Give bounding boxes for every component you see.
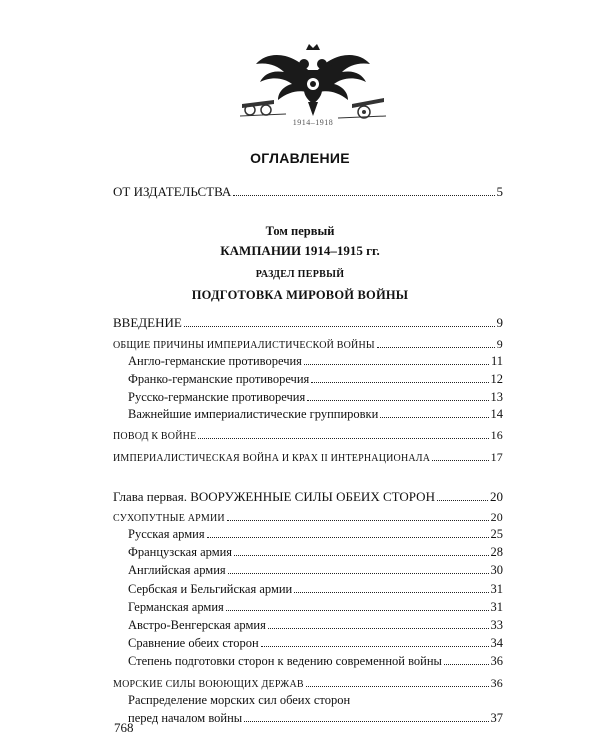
toc-entry-collapse[interactable]	[113, 450, 503, 465]
toc-entry-label: перед началом войны	[128, 711, 243, 725]
toc-entry-label: Степень подготовки сторон к ведению современной войны	[128, 654, 442, 668]
volume-title: КАМПАНИИ 1914–1915 гг.	[220, 243, 380, 258]
leader-dots	[380, 408, 488, 418]
toc-entry-army[interactable]	[128, 600, 503, 615]
toc-entry-page: 34	[490, 636, 503, 650]
toc-entry-page: 31	[490, 600, 503, 614]
leader-dots	[226, 601, 489, 611]
toc-entry-page: 20	[490, 510, 503, 524]
toc-entry-label: Англо-германские противоречия	[128, 354, 302, 368]
toc-entry-page: 28	[490, 545, 503, 559]
toc-entry-label: Германская армия	[128, 600, 224, 614]
toc-entry-page: 20	[490, 489, 503, 504]
volume-number: Том первый	[265, 224, 335, 238]
toc-entry-general-causes[interactable]	[113, 337, 503, 352]
toc-title: ОГЛАВЛЕНИЕ	[250, 150, 350, 166]
toc-entry-label: Глава первая. ВООРУЖЕННЫЕ СИЛЫ ОБЕИХ СТОРОН	[113, 489, 435, 504]
toc-entry-publisher[interactable]	[113, 184, 503, 200]
toc-entry-page: 36	[490, 654, 503, 668]
emblem	[238, 42, 388, 132]
section-title: ПОДГОТОВКА МИРОВОЙ ВОЙНЫ	[191, 288, 409, 302]
leader-dots	[307, 391, 488, 401]
leader-dots	[268, 619, 489, 629]
leader-dots	[233, 185, 494, 196]
toc-entry-label: МОРСКИЕ СИЛЫ ВОЮЮЩИХ ДЕРЖАВ	[113, 679, 304, 690]
leader-dots	[184, 316, 495, 327]
toc-entry-pretext[interactable]	[113, 428, 503, 443]
toc-entry-army[interactable]	[128, 545, 503, 560]
toc-entry-page: 12	[490, 372, 503, 386]
toc-entry-page: 30	[490, 563, 503, 577]
toc-entry-army[interactable]	[128, 563, 503, 578]
toc-entry-naval-forces[interactable]	[113, 676, 503, 691]
toc-entry-page: 5	[496, 184, 503, 199]
toc-entry-label: ПОВОД К ВОЙНЕ	[113, 431, 197, 442]
leader-dots	[306, 679, 489, 688]
toc-entry-label: Франко-германские противоречия	[128, 372, 310, 386]
leader-dots	[234, 546, 488, 556]
toc-entry-label: ИМПЕРИАЛИСТИЧЕСКАЯ ВОЙНА И КРАХ II ИНТЕРНАЦИОНАЛА	[113, 453, 431, 464]
leader-dots	[437, 490, 488, 501]
leader-dots	[198, 431, 488, 440]
toc-entry-cause[interactable]	[128, 407, 503, 422]
leader-dots	[227, 513, 489, 522]
leader-dots	[207, 528, 489, 538]
toc-entry-page: 31	[490, 582, 503, 596]
leader-dots	[261, 637, 489, 647]
toc-entry-page: 37	[490, 711, 503, 725]
toc-entry-cause[interactable]	[128, 372, 503, 387]
toc-entry-army[interactable]	[128, 654, 503, 669]
toc-entry-cause[interactable]	[128, 354, 503, 369]
leader-dots	[432, 453, 488, 462]
page-number: 768	[114, 720, 134, 735]
leader-dots	[244, 712, 488, 722]
toc-entry-army[interactable]	[128, 618, 503, 633]
toc-entry-page: 16	[490, 428, 503, 442]
leader-dots	[311, 373, 488, 383]
leader-dots	[444, 655, 489, 665]
leader-dots	[294, 583, 488, 593]
toc-entry-cause[interactable]	[128, 390, 503, 405]
toc-entry-page: 25	[490, 527, 503, 541]
toc-entry-page: 14	[490, 407, 503, 421]
leader-dots	[377, 340, 495, 349]
toc-entry-naval-distribution[interactable]	[128, 711, 503, 726]
toc-entry-naval-distribution-line1[interactable]: Распределение морских сил обеих сторон	[128, 693, 351, 707]
toc-entry-label: Сербская и Бельгийская армии	[128, 582, 293, 596]
toc-entry-army[interactable]	[128, 582, 503, 597]
toc-entry-label: ВВЕДЕНИЕ	[113, 315, 182, 330]
toc-entry-page: 9	[496, 337, 503, 351]
toc-entry-label: Русская армия	[128, 527, 205, 541]
toc-entry-label: ОТ ИЗДАТЕЛЬСТВА	[113, 184, 232, 199]
toc-entry-label: Важнейшие империалистические группировки	[128, 407, 379, 421]
toc-entry-label: ОБЩИЕ ПРИЧИНЫ ИМПЕРИАЛИСТИЧЕСКОЙ ВОЙНЫ	[113, 340, 375, 351]
toc-entry-label: СУХОПУТНЫЕ АРМИИ	[113, 513, 225, 524]
toc-entry-page: 9	[496, 315, 503, 330]
toc-entry-label: Сравнение обеих сторон	[128, 636, 259, 650]
toc-entry-army[interactable]	[128, 527, 503, 542]
toc-entry-intro[interactable]	[113, 315, 503, 331]
toc-entry-label: Французская армия	[128, 545, 233, 559]
toc-entry-page: 11	[490, 354, 503, 368]
toc-entry-chapter-one[interactable]	[113, 489, 503, 505]
toc-entry-page: 17	[490, 450, 503, 464]
toc-entry-label: Английская армия	[128, 563, 226, 577]
leader-dots	[228, 564, 489, 574]
toc-entry-page: 33	[490, 618, 503, 632]
emblem-year: 1914–1918	[292, 118, 334, 127]
toc-entry-label: Австро-Венгерская армия	[128, 618, 266, 632]
toc-entry-page: 13	[490, 390, 503, 404]
toc-entry-page: 36	[490, 676, 503, 690]
leader-dots	[304, 355, 489, 365]
toc-entry-land-forces[interactable]	[113, 510, 503, 525]
section-number: РАЗДЕЛ ПЕРВЫЙ	[255, 269, 345, 280]
toc-entry-label: Русско-германские противоречия	[128, 390, 306, 404]
toc-entry-army[interactable]	[128, 636, 503, 651]
